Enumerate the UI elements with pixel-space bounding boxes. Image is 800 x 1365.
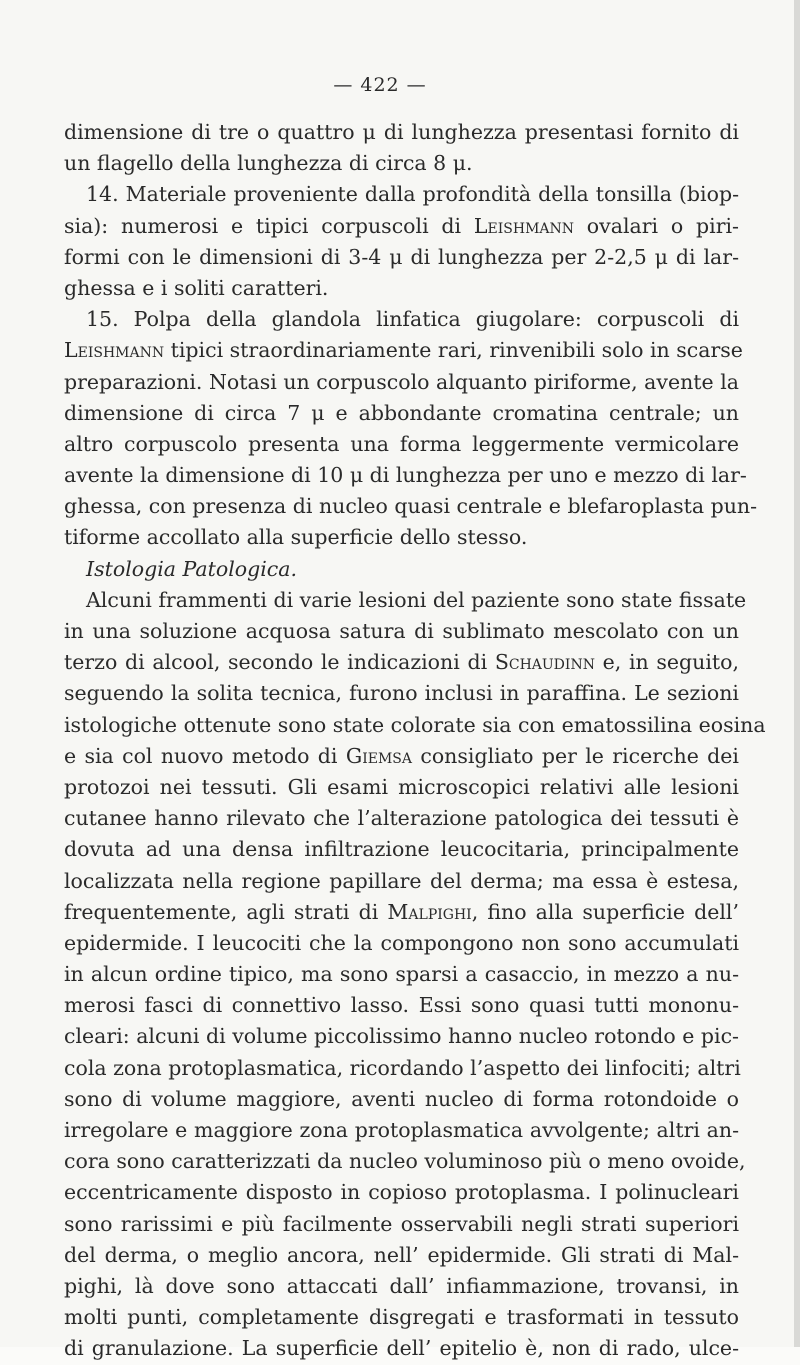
text-line: protozoi nei tessuti. Gli esami microscopici relativi alle lesioni <box>64 774 739 799</box>
author-name: Schaudinn <box>494 650 595 675</box>
text-line: avente la dimensione di 10 μ di lunghezza per uno e mezzo di lar- <box>64 463 747 488</box>
text-line: eccentricamente disposto in copioso protoplasma. I polinucleari <box>64 1180 739 1205</box>
text-line: cleari: alcuni di volume piccolissimo hanno nucleo rotondo e pic- <box>64 1024 739 1049</box>
text-fragment: ovalari o piri- <box>574 213 739 238</box>
text-line <box>64 741 739 772</box>
text-line: preparazioni. Notasi un corpuscolo alquanto piriforme, avente la <box>64 369 739 394</box>
text-line: ghessa e i soliti caratteri. <box>64 275 329 300</box>
text-fragment: sia): numerosi e tipici corpuscoli di <box>64 213 474 238</box>
text-line: dimensione di circa 7 μ e abbondante cromatina centrale; un <box>64 400 739 425</box>
text-line: epidermide. I leucociti che la compongono non sono accumulati <box>64 930 739 955</box>
text-line: in una soluzione acquosa satura di sublimato mescolato con un <box>64 619 739 643</box>
text-line: merosi fasci di connettivo lasso. Essi sono quasi tutti mononu- <box>64 993 739 1018</box>
text-line: Alcuni frammenti di varie lesioni del paziente sono state fissate <box>86 587 747 612</box>
text-line: un flagello della lunghezza di circa 8 μ. <box>64 151 473 176</box>
text-line <box>64 897 739 928</box>
text-line: irregolare e maggiore zona protoplasmatica avvolgente; altri an- <box>64 1118 739 1142</box>
section-heading: Istologia Patologica. <box>86 556 297 581</box>
text-line <box>64 554 739 585</box>
text-line: 15. Polpa della glandola linfatica giugolare: corpuscoli di <box>86 307 739 332</box>
text-line: altro corpuscolo presenta una forma leggermente vermicolare <box>64 431 739 456</box>
text-fragment: frequentemente, agli strati di <box>64 899 388 924</box>
text-line: tiforme accollato alla superficie dello stesso. <box>64 525 528 550</box>
author-name: Giemsa <box>345 743 412 768</box>
text-line: localizzata nella regione papillare del derma; ma essa è estesa, <box>64 868 739 893</box>
text-line: sono rarissimi e più facilmente osservabili negli strati superiori <box>64 1211 739 1236</box>
text-fragment: consigliato per le ricerche dei <box>412 743 739 768</box>
text-line: cola zona protoplasmatica, ricordando l’aspetto dei linfociti; altri <box>64 1055 741 1080</box>
text-line <box>64 211 739 242</box>
author-name: Leishmann <box>473 213 575 238</box>
text-line: cutanee hanno rilevato che l’alterazione patologica dei tessuti è <box>64 806 739 831</box>
text-line: sono di volume maggiore, aventi nucleo di forma rotondoide o <box>64 1086 739 1111</box>
text-line: dovuta ad una densa infiltrazione leucocitaria, principalmente <box>64 837 739 862</box>
text-line: di granulazione. La superficie dell’ epitelio è, non di rado, ulce- <box>64 1336 739 1361</box>
text-line: 14. Materiale proveniente dalla profondità della tonsilla (biop- <box>86 182 739 207</box>
page-number: — 422 — <box>333 74 427 96</box>
text-line: molti punti, completamente disgregati e trasformati in tessuto <box>64 1305 739 1330</box>
text-line: pighi, là dove sono attaccati dall’ infiammazione, trovansi, in <box>64 1273 739 1298</box>
text-line: in alcun ordine tipico, ma sono sparsi a casaccio, in mezzo a nu- <box>64 962 739 987</box>
text-line: formi con le dimensioni di 3-4 μ di lunghezza per 2-2,5 μ di lar- <box>64 244 739 269</box>
text-fragment: terzo di alcool, secondo le indicazioni di <box>64 650 495 675</box>
author-name: Malpighi <box>387 899 472 924</box>
text-line: seguendo la solita tecnica, furono inclusi in paraffina. Le sezioni <box>64 681 739 706</box>
text-fragment: e sia col nuovo metodo di <box>64 743 346 768</box>
text-line: ghessa, con presenza di nucleo quasi centrale e blefaroplasta pun- <box>64 494 758 519</box>
text-line: del derma, o meglio ancora, nell’ epidermide. Gli strati di Mal- <box>64 1242 739 1267</box>
page-edge-shadow <box>794 0 800 1347</box>
text-line: cora sono caratterizzati da nucleo voluminoso più o meno ovoide, <box>64 1149 746 1174</box>
text-line <box>64 647 739 678</box>
text-fragment: , fino alla superficie dell’ <box>471 899 739 924</box>
author-name: Leishmann <box>64 338 165 363</box>
text-fragment: tipici straordinariamente rari, rinvenibili solo in scarse <box>164 338 743 363</box>
body-text <box>64 117 766 1365</box>
text-fragment: e, in seguito, <box>594 650 739 675</box>
text-line: istologiche ottenute sono state colorate sia con ematossilina eosina <box>64 712 766 737</box>
text-line <box>64 335 743 366</box>
text-line: dimensione di tre o quattro μ di lunghezza presentasi fornito di <box>64 120 739 144</box>
